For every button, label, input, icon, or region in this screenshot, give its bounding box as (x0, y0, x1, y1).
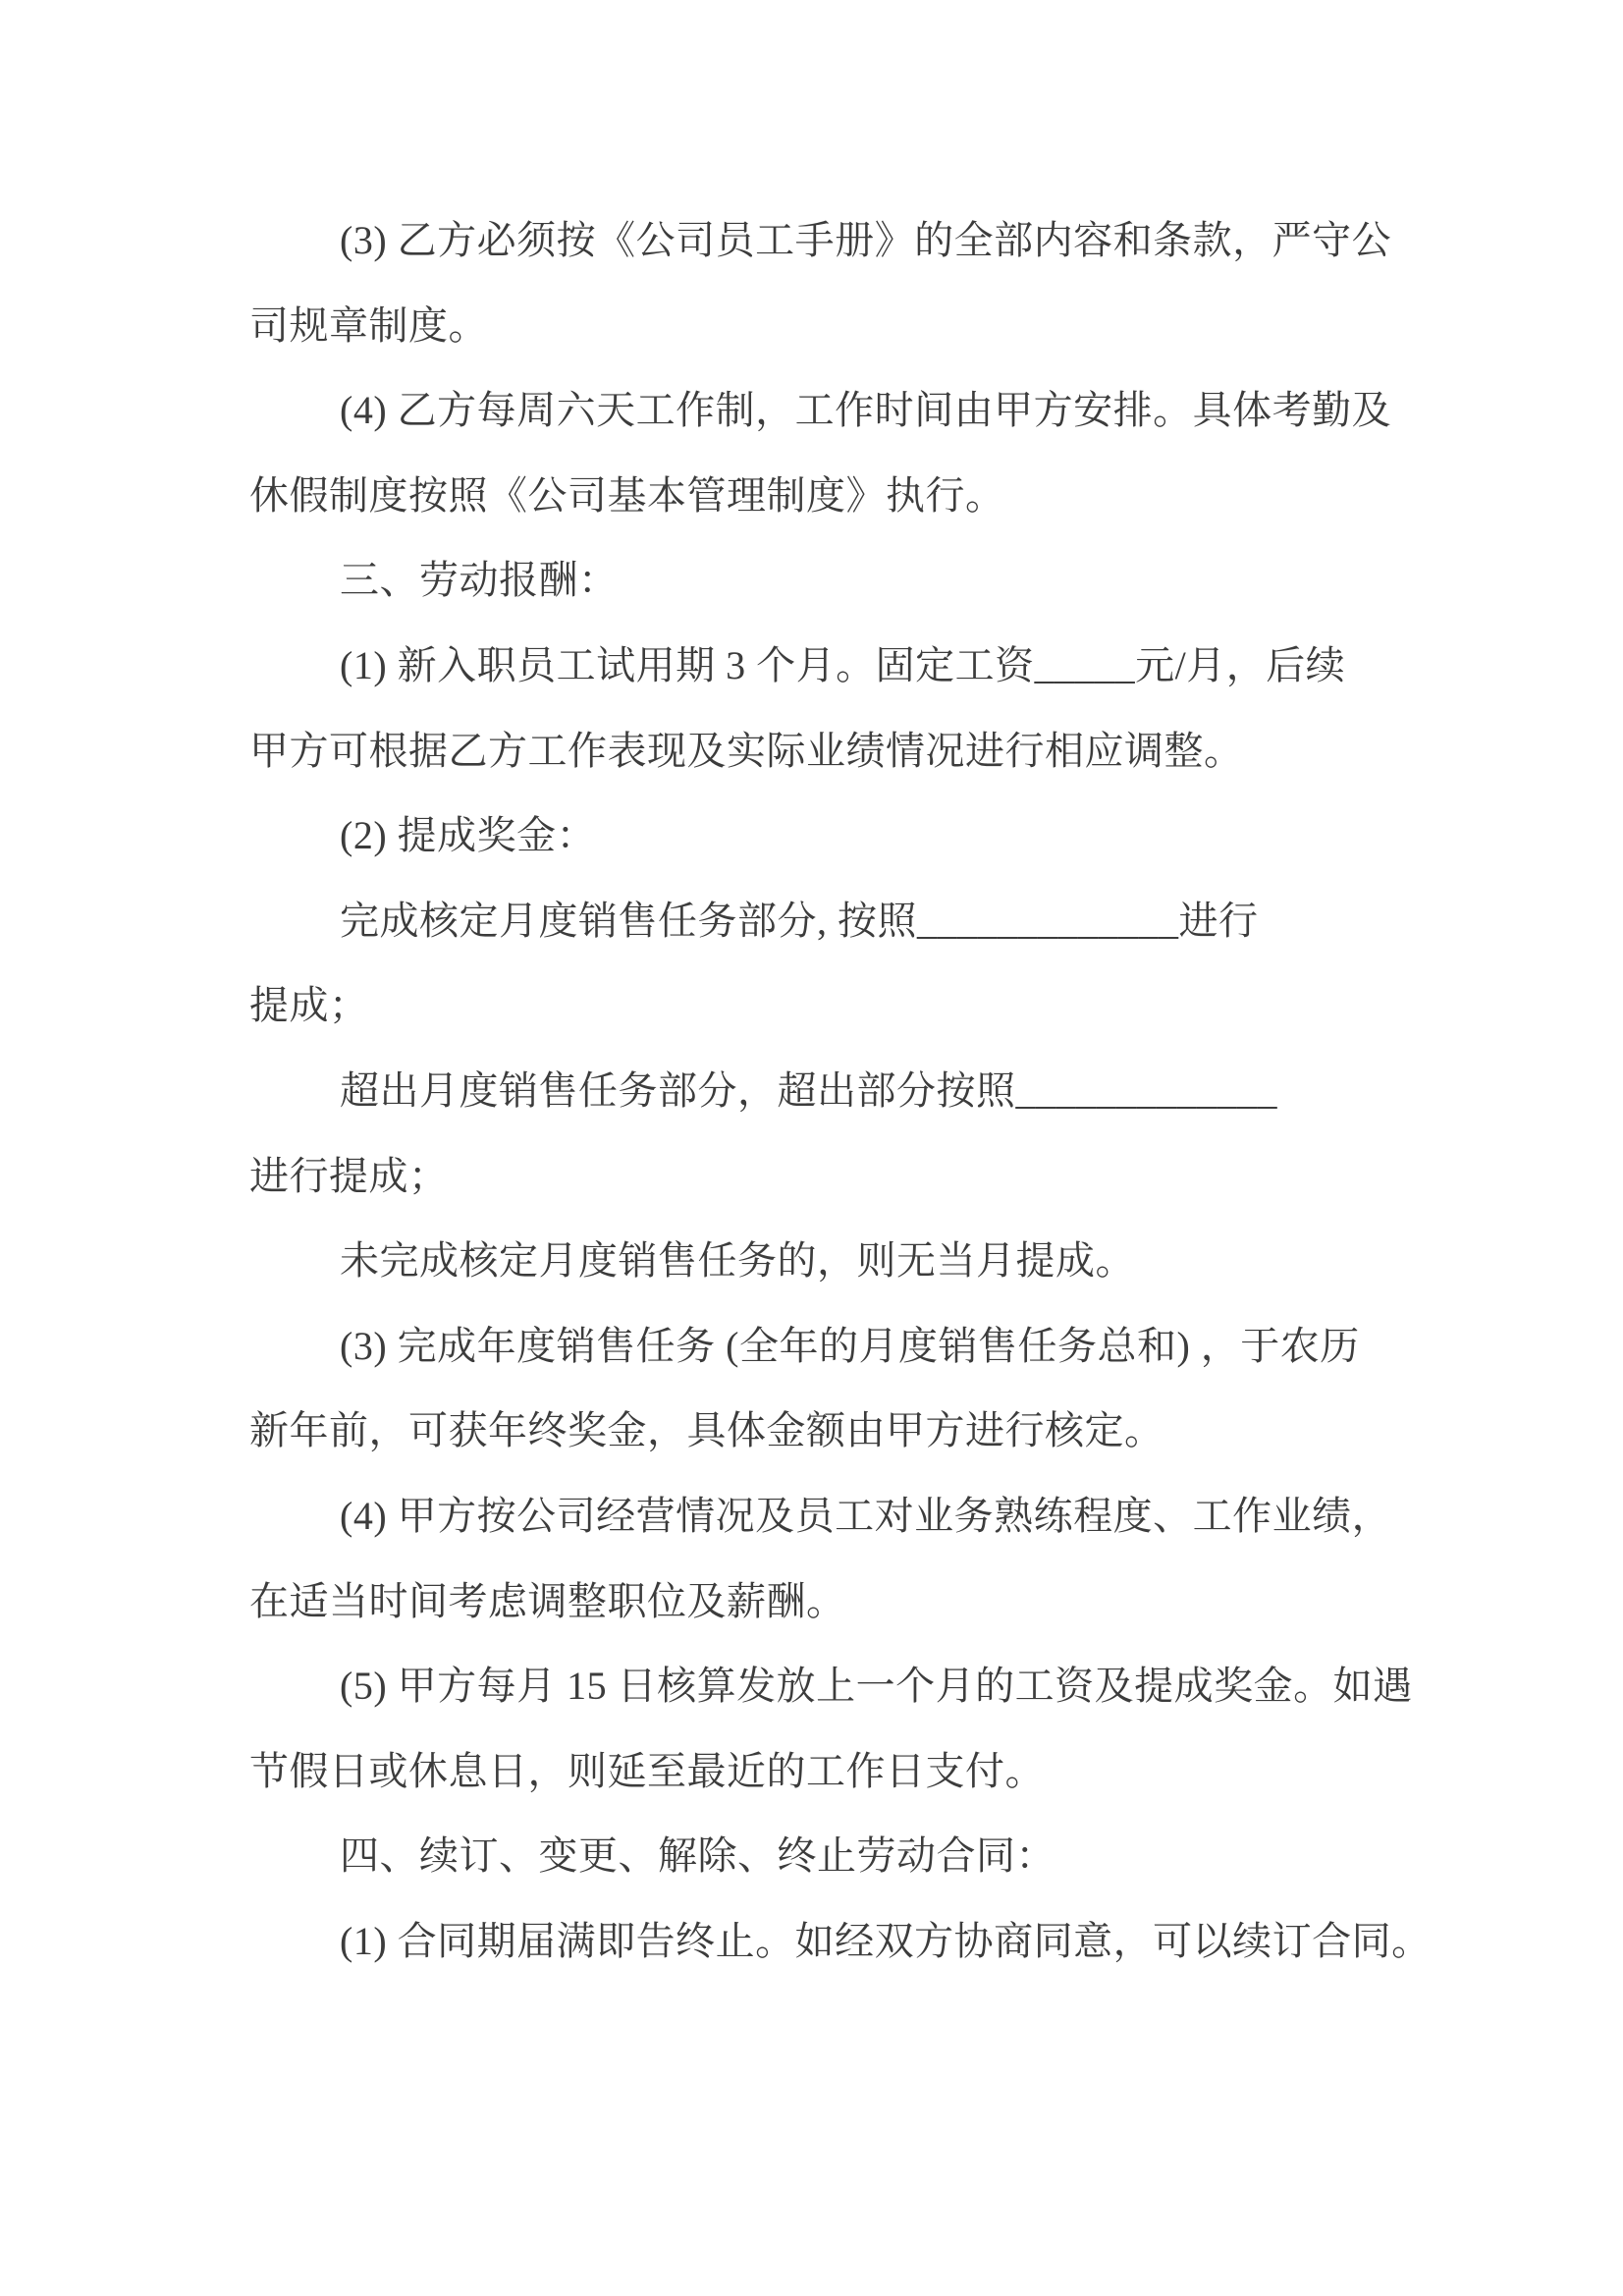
contract-line: 休假制度按照《公司基本管理制度》执行。 (249, 472, 1005, 518)
contract-line: 在适当时间考虑调整职位及薪酬。 (249, 1578, 846, 1623)
contract-line: (2) 提成奖金： (340, 813, 597, 858)
contract-line: 新年前，可获年终奖金，具体金额由甲方进行核定。 (249, 1408, 1164, 1453)
contract-line: 进行提成； (249, 1153, 449, 1198)
contract-line: 完成核定月度销售任务部分, 按照_____________进行 (340, 898, 1259, 943)
contract-line: 司规章制度。 (249, 302, 488, 348)
contract-line: (1) 合同期届满即告终止。如经双方协商同意，可以续订合同。 (340, 1918, 1432, 1963)
contract-line: 提成； (249, 983, 369, 1028)
contract-line: 超出月度销售任务部分，超出部分按照_____________ (340, 1067, 1277, 1113)
contract-line: 甲方可根据乙方工作表现及实际业绩情况进行相应调整。 (249, 728, 1244, 773)
contract-line: (1) 新入职员工试用期 3 个月。固定工资_____元/月，后续 (340, 642, 1346, 687)
contract-line: (5) 甲方每月 15 日核算发放上一个月的工资及提成奖金。如遇 (340, 1664, 1413, 1709)
contract-text-block (249, 198, 1496, 1984)
contract-line: (4) 乙方每周六天工作制，工作时间由甲方安排。具体考勤及 (340, 388, 1392, 433)
contract-line: 未完成核定月度销售任务的，则无当月提成。 (340, 1238, 1135, 1284)
contract-section-heading: 四、续订、变更、解除、终止劳动合同： (340, 1833, 1055, 1879)
contract-line: 节假日或休息日，则延至最近的工作日支付。 (249, 1748, 1045, 1793)
contract-line: (3) 完成年度销售任务 (全年的月度销售任务总和) ，于农历 (340, 1323, 1360, 1368)
contract-line: (3) 乙方必须按《公司员工手册》的全部内容和条款，严守公 (340, 218, 1392, 262)
contract-section-heading: 三、劳动报酬： (340, 558, 619, 603)
contract-line: (4) 甲方按公司经营情况及员工对业务熟练程度、工作业绩， (340, 1493, 1392, 1538)
